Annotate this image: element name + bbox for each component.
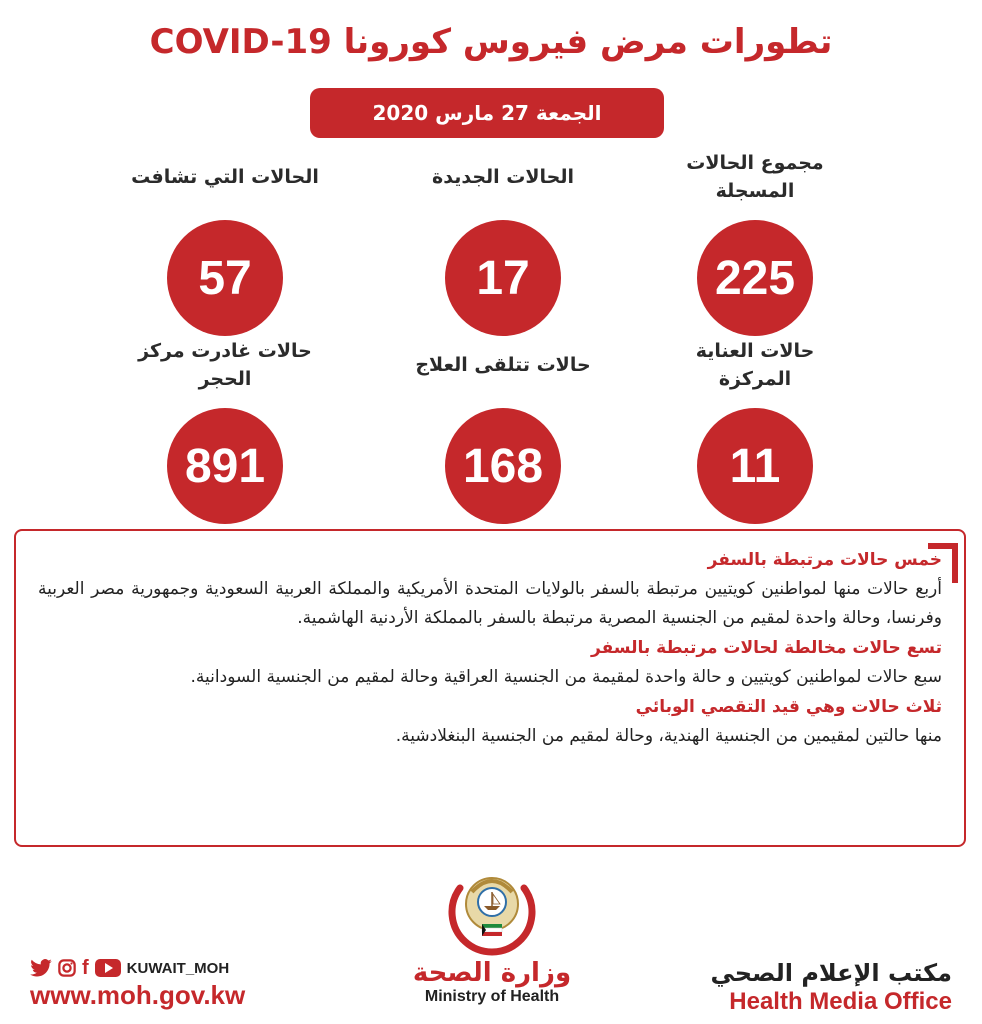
ministry-name-en: Ministry of Health: [424, 988, 560, 1005]
youtube-icon[interactable]: [95, 959, 121, 977]
health-media-office: [711, 958, 953, 1016]
stat-value: 168: [445, 408, 561, 524]
stat-label: حالات العناية المركزة: [695, 340, 815, 390]
website-link[interactable]: www.moh.gov.kw: [30, 980, 246, 1010]
stat-recovered: [130, 148, 320, 336]
emblem-icon: [440, 858, 544, 962]
stat-label: مجموع الحالات المسجلة: [686, 152, 824, 202]
stat-total-cases: [660, 148, 850, 336]
section-title: تسع حالات مخالطة لحالات مرتبطة بالسفر: [591, 638, 942, 658]
social-handle[interactable]: KUWAIT_MOH: [126, 959, 230, 977]
stat-value: 17: [445, 220, 561, 336]
stat-label: الحالات الجديدة: [432, 166, 574, 188]
instagram-icon[interactable]: [58, 959, 76, 977]
page-title: تطورات مرض فيروس كورونا COVID-19: [149, 22, 833, 62]
stat-under-treatment: [408, 336, 598, 524]
twitter-icon[interactable]: [30, 959, 52, 977]
section-body: منها حالتين لمقيمين من الجنسية الهندية، وحالة لمقيم من الجنسية البنغلادشية.: [395, 726, 942, 746]
stat-label: حالات تتلقى العلاج: [415, 354, 591, 376]
section-title: خمس حالات مرتبطة بالسفر: [707, 550, 942, 570]
social-links: [30, 958, 245, 1011]
section-title: ثلاث حالات وهي قيد التقصي الوبائي: [635, 697, 942, 717]
stat-value: 225: [697, 220, 813, 336]
office-name-en: Health Media Office: [729, 988, 952, 1015]
stat-new-cases: [408, 148, 598, 336]
section-body: سبع حالات لمواطنين كويتيين و حالة واحدة لمقيمة من الجنسية العراقية وحالة لمقيم من الجنسية السودانية.: [190, 667, 942, 687]
section-body: أربع حالات منها لمواطنين كويتيين مرتبطة بالسفر بالولايات المتحدة الأمريكية والمملكة العربية السعودية وجمهورية مصر العربية وفرنسا، وحالة واحدة لمقيم من الجنسية المصرية مرتبطة بالسفر بالمملكة الأردنية الهاشمية.: [38, 579, 942, 628]
stat-value: 57: [167, 220, 283, 336]
stat-value: 891: [167, 408, 283, 524]
details-box: [14, 529, 966, 847]
corner-accent: [928, 543, 958, 583]
stat-value: 11: [697, 408, 813, 524]
stat-label: حالات غادرت مركز الحجر: [138, 340, 312, 390]
ministry-name-ar: وزارة الصحة: [412, 958, 572, 988]
date-badge: [310, 88, 664, 138]
stat-left-quarantine: [130, 336, 320, 524]
date-text: الجمعة 27 مارس 2020: [372, 101, 602, 125]
office-name-ar: مكتب الإعلام الصحي: [710, 959, 952, 987]
facebook-icon[interactable]: f: [82, 957, 89, 979]
stat-icu: [660, 336, 850, 524]
stat-label: الحالات التي تشافت: [131, 166, 319, 188]
ministry-logo: [380, 958, 604, 1006]
